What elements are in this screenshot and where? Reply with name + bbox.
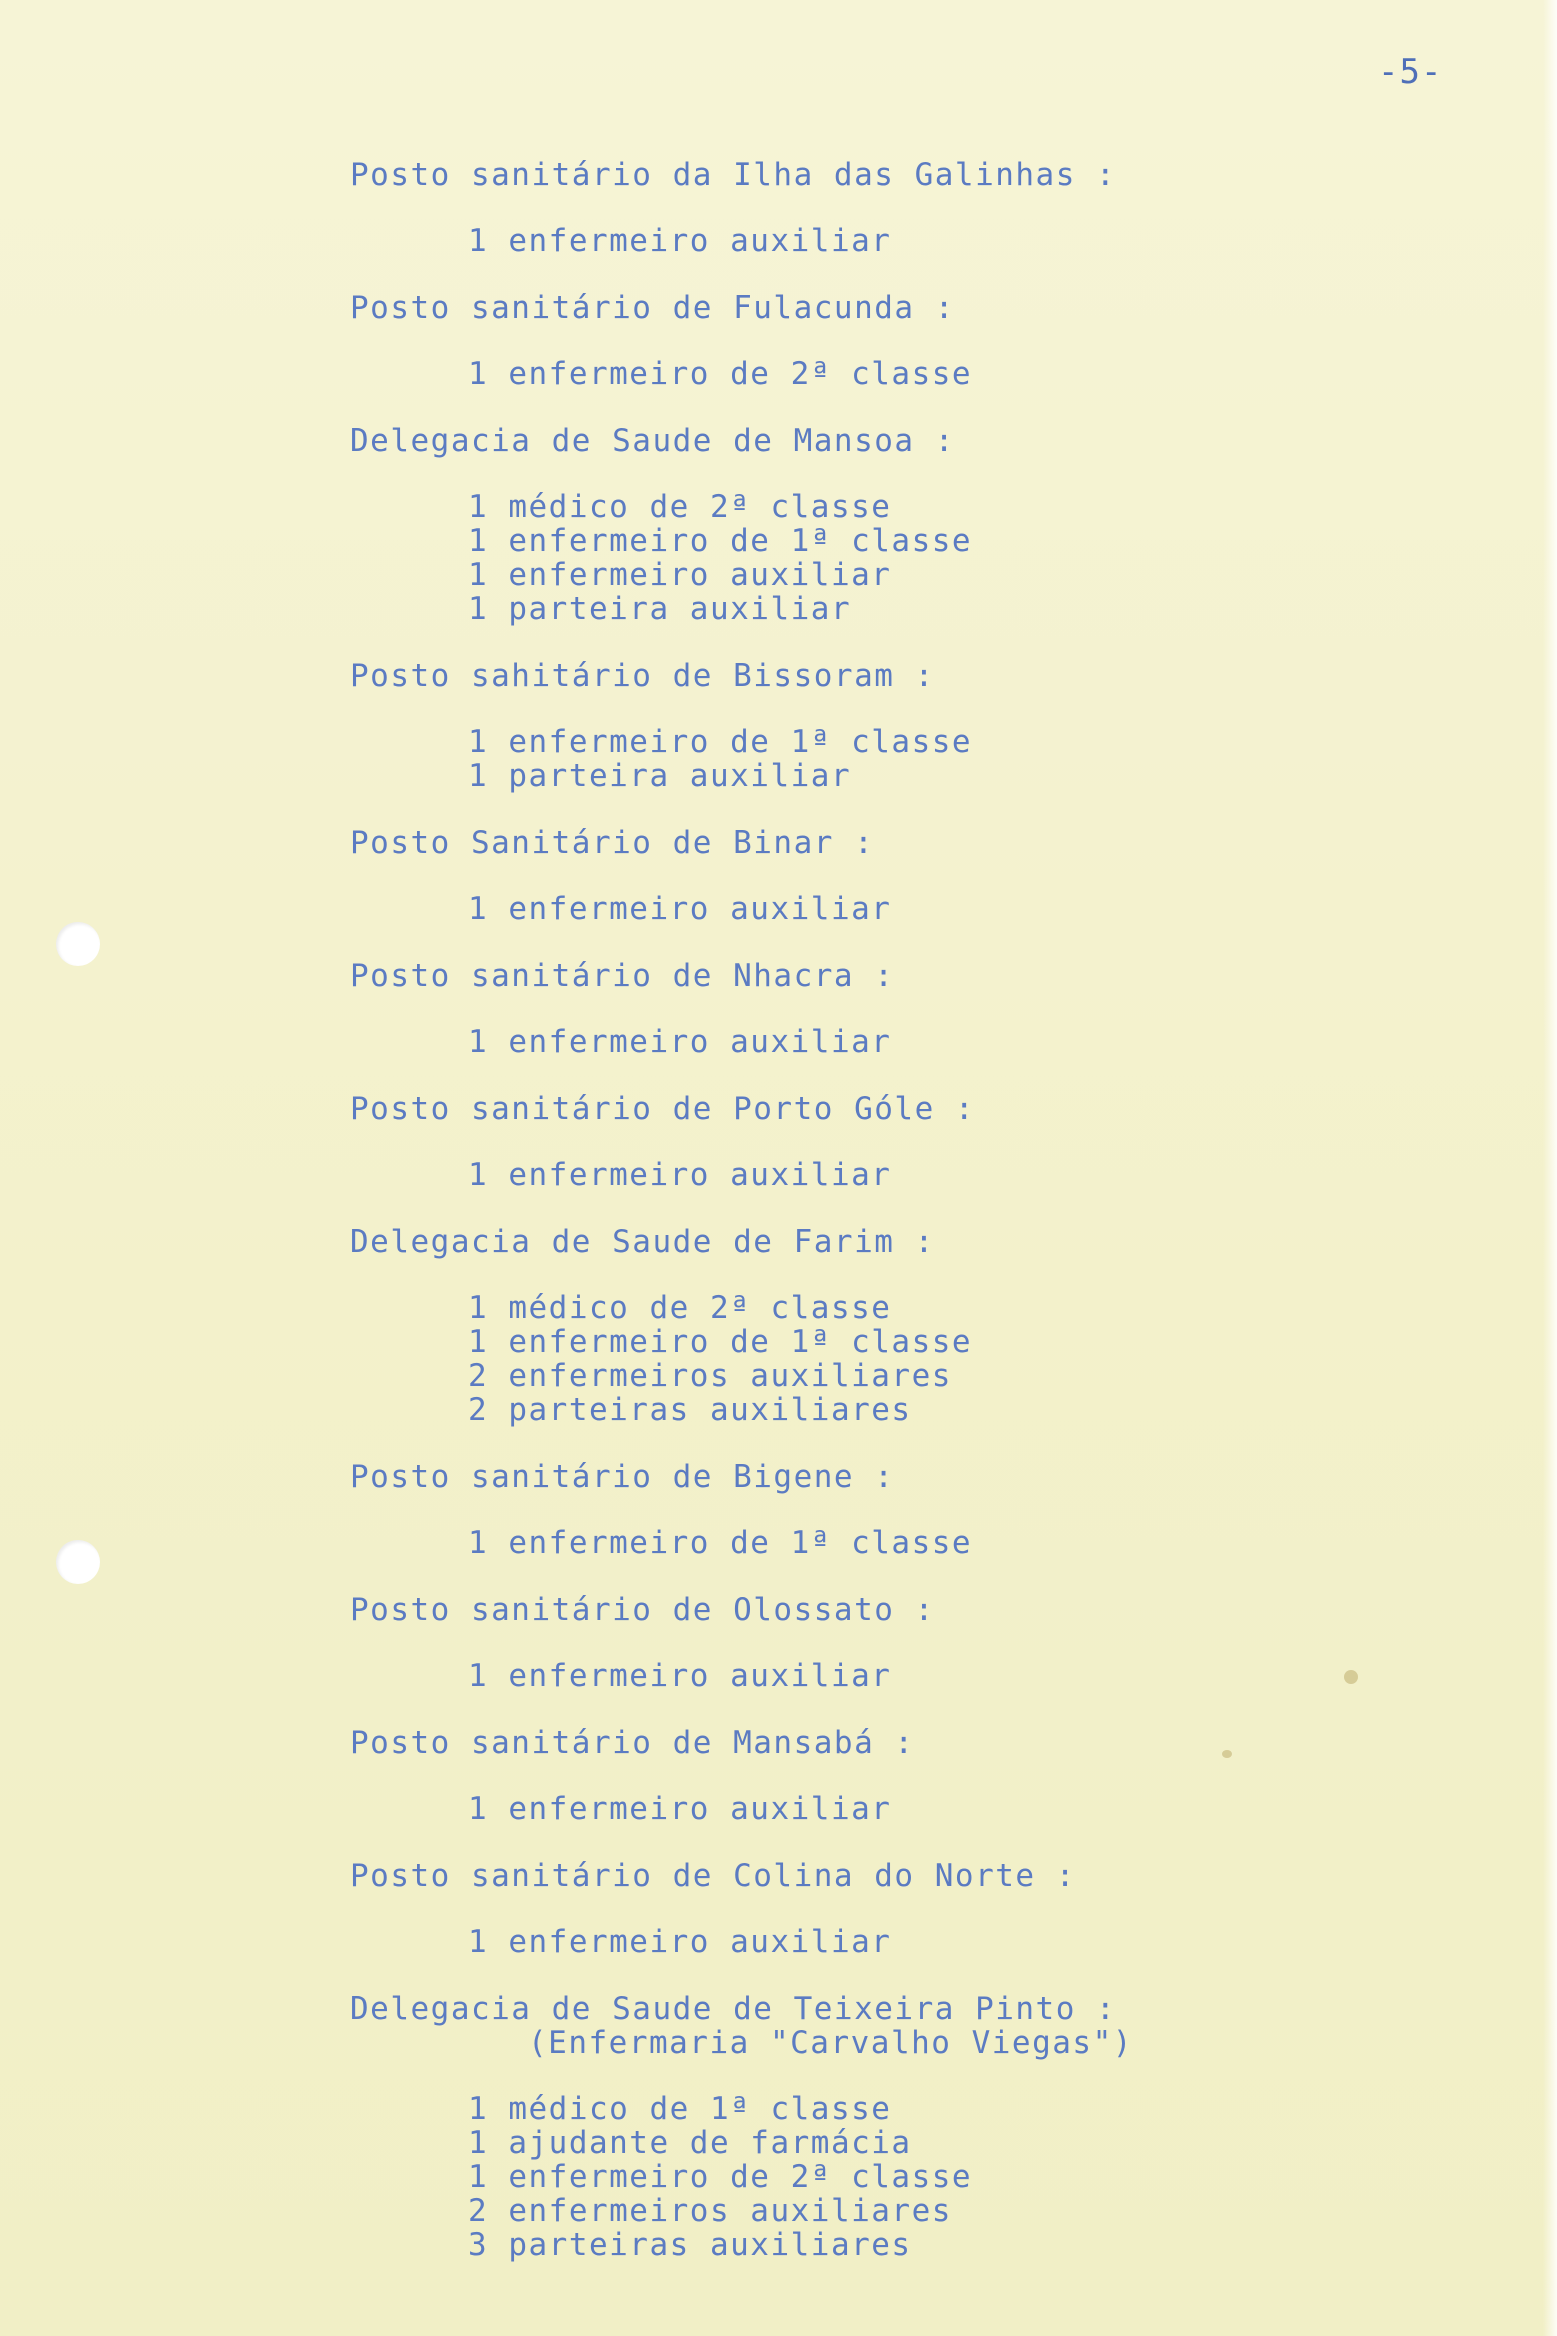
- staff-item: 1 enfermeiro de 1ª classe: [468, 523, 973, 559]
- staff-item: 1 enfermeiro auxiliar: [468, 1658, 892, 1694]
- staff-item: 1 enfermeiro de 1ª classe: [468, 1324, 973, 1360]
- staff-item: 1 ajudante de farmácia: [468, 2125, 912, 2161]
- staff-item: 1 enfermeiro auxiliar: [468, 891, 892, 927]
- staff-item: 2 parteiras auxiliares: [468, 1392, 912, 1428]
- section-subheading: (Enfermaria "Carvalho Viegas"): [528, 2025, 1133, 2061]
- punch-hole-lower: [56, 1540, 100, 1584]
- section: [350, 1225, 1500, 1427]
- staff-items: [350, 1158, 1500, 1192]
- staff-item: 1 enfermeiro auxiliar: [468, 1791, 892, 1827]
- staff-item: 1 médico de 1ª classe: [468, 2091, 892, 2127]
- staff-item: 1 médico de 2ª classe: [468, 489, 892, 525]
- staff-item: 3 parteiras auxiliares: [468, 2227, 912, 2263]
- staff-item: 2 enfermeiros auxiliares: [468, 1358, 952, 1394]
- section: [350, 1460, 1500, 1560]
- section-heading: Posto sanitário de Fulacunda :: [350, 290, 955, 326]
- section: [350, 1859, 1500, 1959]
- section-heading: Posto sanitário de Porto Góle :: [350, 1091, 976, 1127]
- staff-item: 1 parteira auxiliar: [468, 591, 852, 627]
- staff-items: [350, 2092, 1500, 2262]
- staff-item: 1 enfermeiro auxiliar: [468, 1924, 892, 1960]
- staff-items: [350, 224, 1500, 258]
- section: [350, 1593, 1500, 1693]
- section-heading: Posto sanitário de Mansabá :: [350, 1725, 915, 1761]
- section: [350, 158, 1500, 258]
- staff-item: 1 enfermeiro auxiliar: [468, 1024, 892, 1060]
- staff-item: 1 enfermeiro auxiliar: [468, 557, 892, 593]
- section: [350, 1092, 1500, 1192]
- section-heading: Delegacia de Saude de Mansoa :: [350, 423, 955, 459]
- section-heading: Posto sanitário de Nhacra :: [350, 958, 895, 994]
- section-heading: Posto sanitário da Ilha das Galinhas :: [350, 157, 1117, 193]
- staff-list: [350, 158, 1500, 2295]
- section: [350, 826, 1500, 926]
- staff-items: [350, 1792, 1500, 1826]
- section-heading: Posto sanitário de Olossato :: [350, 1592, 935, 1628]
- staff-items: [350, 725, 1500, 793]
- staff-items: [350, 892, 1500, 926]
- staff-item: 1 enfermeiro de 1ª classe: [468, 1525, 973, 1561]
- staff-items: [350, 357, 1500, 391]
- section-heading: Posto Sanitário de Binar :: [350, 825, 875, 861]
- staff-items: [350, 1291, 1500, 1427]
- staff-items: [350, 1925, 1500, 1959]
- staff-item: 1 parteira auxiliar: [468, 758, 852, 794]
- section-heading: Posto sanitário de Bigene :: [350, 1459, 895, 1495]
- section-heading: Delegacia de Saude de Teixeira Pinto :: [350, 1991, 1117, 2027]
- section: [350, 1726, 1500, 1826]
- staff-item: 1 enfermeiro auxiliar: [468, 1157, 892, 1193]
- staff-item: 1 enfermeiro de 1ª classe: [468, 724, 973, 760]
- section-heading: Posto sanitário de Colina do Norte :: [350, 1858, 1076, 1894]
- staff-item: 1 enfermeiro auxiliar: [468, 223, 892, 259]
- staff-items: [350, 1025, 1500, 1059]
- section: [350, 659, 1500, 793]
- section: [350, 959, 1500, 1059]
- section: [350, 291, 1500, 391]
- punch-hole-upper: [56, 922, 100, 966]
- staff-item: 1 enfermeiro de 2ª classe: [468, 2159, 973, 2195]
- staff-item: 2 enfermeiros auxiliares: [468, 2193, 952, 2229]
- staff-item: 1 enfermeiro de 2ª classe: [468, 356, 973, 392]
- page-number: -5-: [1378, 52, 1443, 92]
- section-heading: Delegacia de Saude de Farim :: [350, 1224, 935, 1260]
- section-heading: Posto sahitário de Bissoram :: [350, 658, 935, 694]
- staff-items: [350, 1526, 1500, 1560]
- section: [350, 1992, 1500, 2262]
- staff-item: 1 médico de 2ª classe: [468, 1290, 892, 1326]
- section: [350, 424, 1500, 626]
- staff-items: [350, 490, 1500, 626]
- staff-items: [350, 1659, 1500, 1693]
